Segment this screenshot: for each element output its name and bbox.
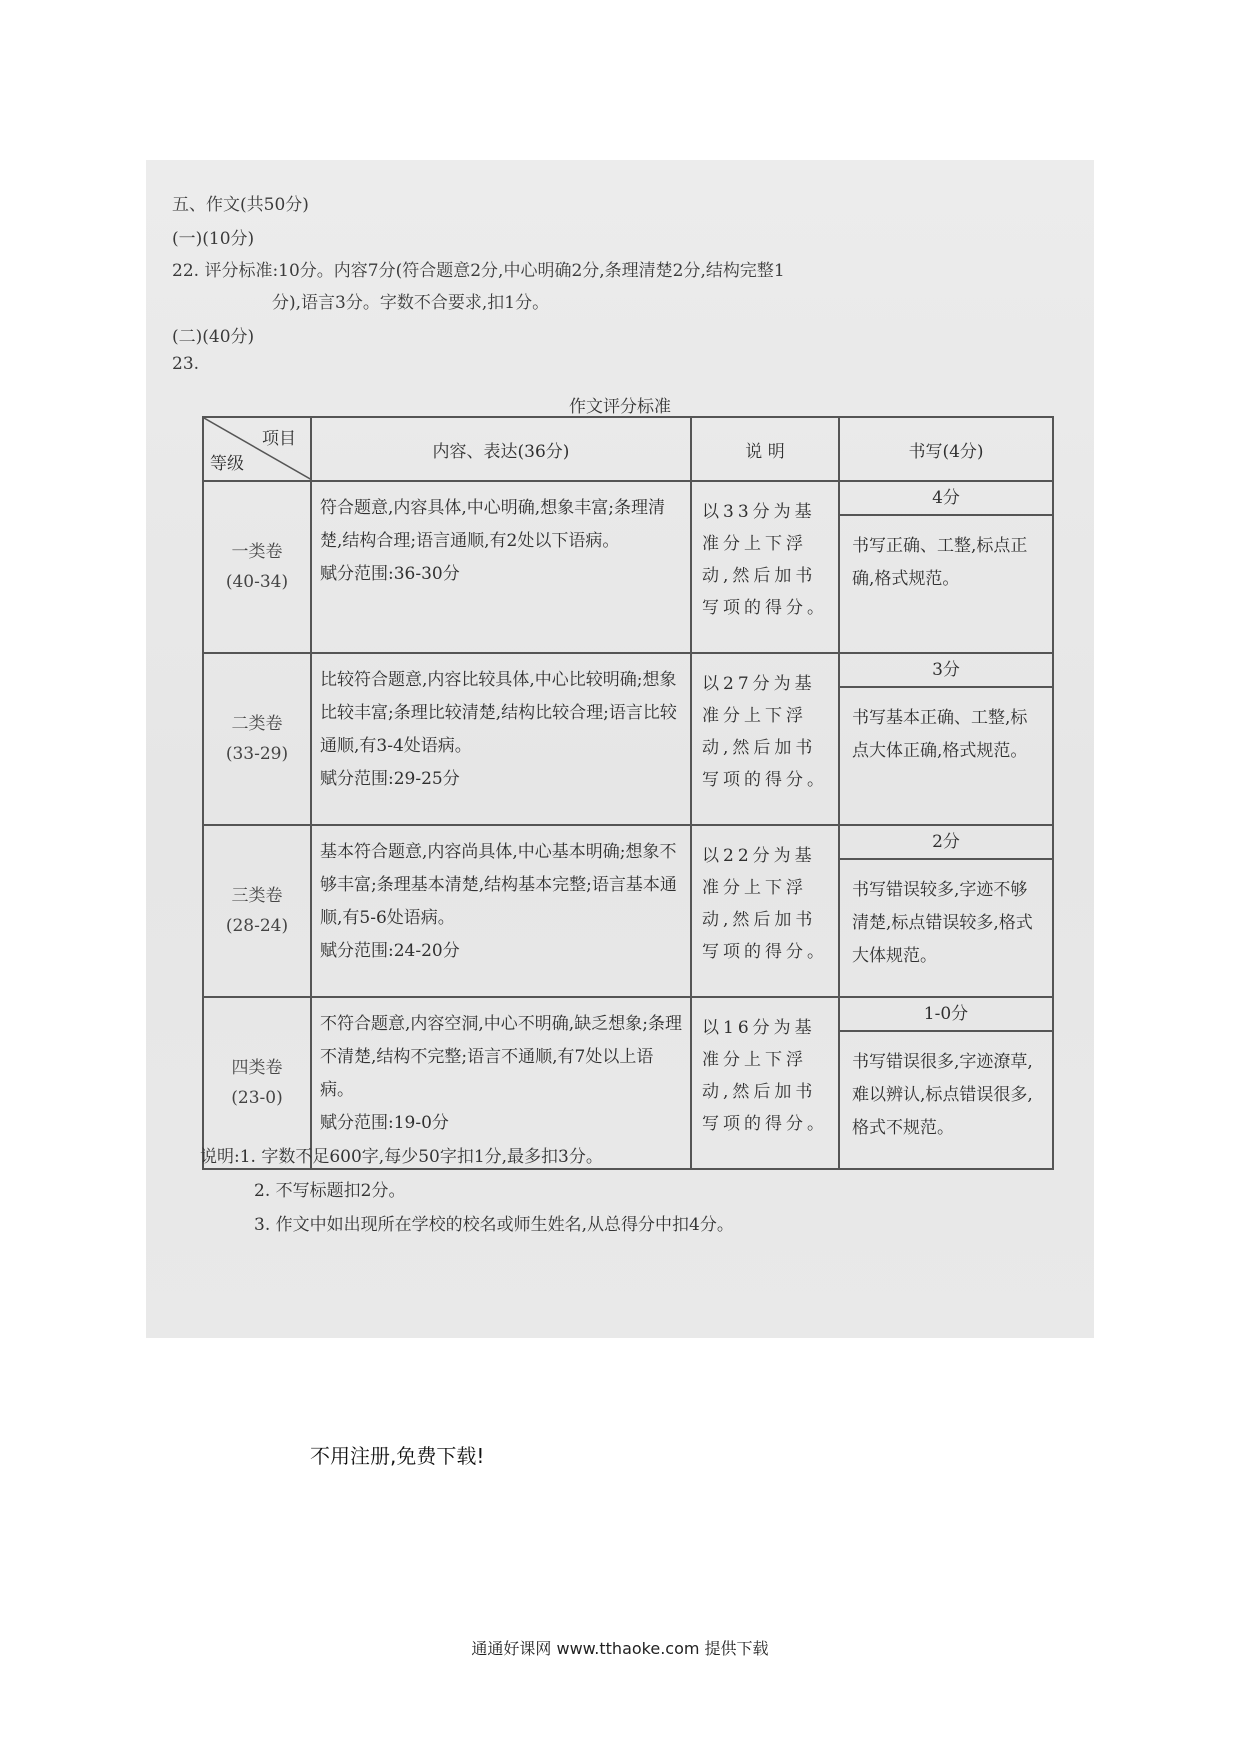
grade-range: (28-24) [225, 916, 289, 936]
writing-desc: 书写错误很多,字迹潦草,难以辨认,标点错误很多,格式不规范。 [852, 1052, 1033, 1138]
writing-score: 1-0分 [840, 998, 1052, 1032]
score-range: 赋分范围:19-0分 [320, 1113, 449, 1133]
corner-label-grade: 等级 [210, 454, 244, 474]
writing-cell [839, 825, 1053, 997]
grade-cell [203, 481, 311, 653]
grade-name: 二类卷 [231, 714, 283, 734]
grade-name: 三类卷 [231, 886, 283, 906]
q22-criteria-line2: 分),语言3分。字数不合要求,扣1分。 [272, 293, 550, 313]
writing-score: 2分 [840, 826, 1052, 860]
table-row [203, 653, 1053, 825]
table-header-row [203, 417, 1053, 481]
writing-score: 3分 [840, 654, 1052, 688]
desc-cell: 以16分为基准分上下浮动,然后加书写项的得分。 [691, 997, 839, 1169]
table-title: 作文评分标准 [569, 397, 671, 417]
writing-cell [839, 481, 1053, 653]
desc-cell: 以27分为基准分上下浮动,然后加书写项的得分。 [691, 653, 839, 825]
content-cell [311, 481, 691, 653]
writing-desc: 书写基本正确、工整,标点大体正确,格式规范。 [852, 708, 1028, 761]
content-text: 符合题意,内容具体,中心明确,想象丰富;条理清楚,结构合理;语言通顺,有2处以下语病。 [320, 498, 665, 551]
note-2: 2. 不写标题扣2分。 [254, 1181, 406, 1201]
table-row [203, 825, 1053, 997]
content-cell [311, 825, 691, 997]
writing-cell [839, 997, 1053, 1169]
note-1: 说明:1. 字数不足600字,每少50字扣1分,最多扣3分。 [200, 1147, 603, 1167]
desc-cell: 以22分为基准分上下浮动,然后加书写项的得分。 [691, 825, 839, 997]
col-header-desc: 说 明 [691, 417, 839, 481]
writing-desc: 书写正确、工整,标点正确,格式规范。 [852, 536, 1028, 589]
q23-label: 23. [172, 354, 200, 374]
corner-label-item: 项目 [262, 429, 296, 449]
section-heading: 五、作文(共50分) [172, 195, 309, 215]
grading-table [202, 416, 1054, 1170]
scanned-answer-sheet [146, 160, 1094, 1338]
content-text: 不符合题意,内容空洞,中心不明确,缺乏想象;条理不清楚,结构不完整;语言不通顺,有7处以上语病。 [320, 1014, 682, 1100]
score-range: 赋分范围:29-25分 [320, 769, 460, 789]
grade-cell [203, 653, 311, 825]
note-3: 3. 作文中如出现所在学校的校名或师生姓名,从总得分中扣4分。 [254, 1215, 734, 1235]
content-text: 比较符合题意,内容比较具体,中心比较明确;想象比较丰富;条理比较清楚,结构比较合理;语言比较通顺,有3-4处语病。 [320, 670, 677, 756]
col-header-writing: 书写(4分) [839, 417, 1053, 481]
writing-cell [839, 653, 1053, 825]
part-one-heading: (一)(10分) [172, 229, 255, 249]
grade-name: 一类卷 [231, 542, 283, 562]
content-text: 基本符合题意,内容尚具体,中心基本明确;想象不够丰富;条理基本清楚,结构基本完整;语言基本通顺,有5-6处语病。 [320, 842, 677, 928]
desc-cell: 以33分为基准分上下浮动,然后加书写项的得分。 [691, 481, 839, 653]
promo-text: 不用注册,免费下载! [310, 1444, 485, 1468]
grade-cell [203, 825, 311, 997]
score-range: 赋分范围:24-20分 [320, 941, 460, 961]
footer-text: 通通好课网 www.tthaoke.com 提供下载 [471, 1639, 769, 1658]
grade-range: (40-34) [225, 572, 289, 592]
writing-score: 4分 [840, 482, 1052, 516]
col-header-content: 内容、表达(36分) [311, 417, 691, 481]
corner-cell [203, 417, 311, 481]
grade-range: (33-29) [225, 744, 289, 764]
part-two-heading: (二)(40分) [172, 327, 255, 347]
grade-range: (23-0) [231, 1088, 283, 1108]
notes-block [200, 1140, 734, 1242]
content-cell [311, 653, 691, 825]
q22-criteria-line1: 22. 评分标准:10分。内容7分(符合题意2分,中心明确2分,条理清楚2分,结构完整1 [172, 261, 785, 281]
score-range: 赋分范围:36-30分 [320, 564, 460, 584]
writing-desc: 书写错误较多,字迹不够清楚,标点错误较多,格式大体规范。 [852, 880, 1033, 966]
table-row [203, 481, 1053, 653]
grade-name: 四类卷 [231, 1058, 283, 1078]
